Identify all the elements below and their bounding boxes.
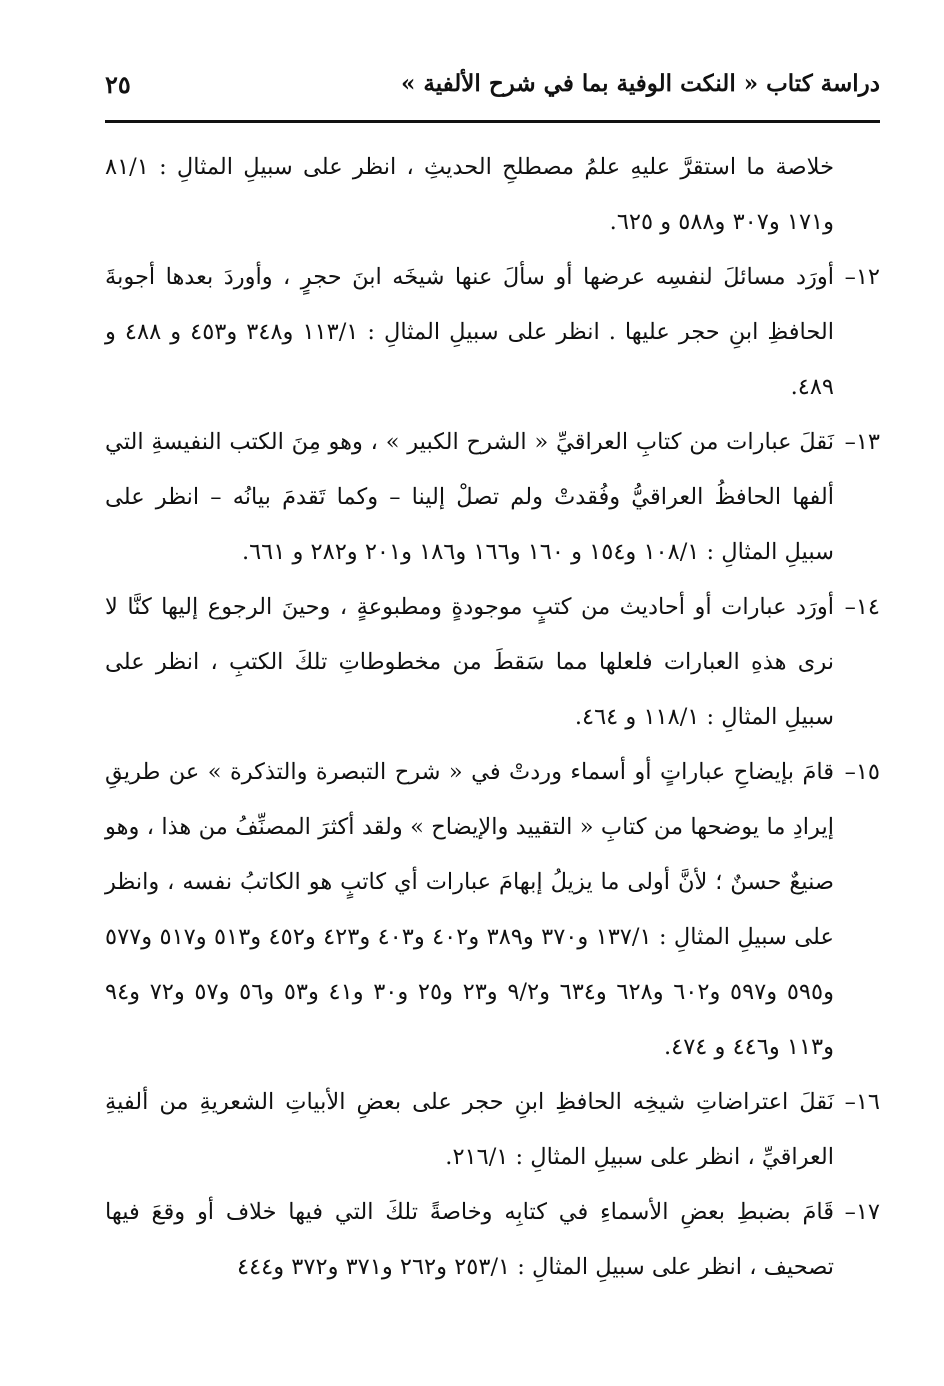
list-item <box>105 415 880 580</box>
item-number: ١٣– <box>844 429 880 455</box>
list-item <box>105 580 880 745</box>
list-item <box>105 1075 880 1185</box>
item-number: ١٧– <box>844 1199 880 1225</box>
item-number: ١٦– <box>844 1089 880 1115</box>
item-number: ١٤– <box>844 594 880 620</box>
running-title: دراسة كتاب « النكت الوفية بما في شرح الألفية » <box>401 70 880 97</box>
item-text: قامَ بإيضاحِ عباراتٍ أو أسماء وردتْ في « شرح التبصرة والتذكرة » عن طريقِ إيرادِ ما يوضحها من كتابِ « التقييد والإيضاح » ولقد أكثرَ المصنِّفُ من هذا ، وهو صنيعٌ حسنٌ ؛ لأنَّ أولى ما يزيلُ إبهامَ عبارات أي كاتبٍ هو الكاتبُ نفسه ، وانظر على سبيلِ المثالِ : ١٣٧/١ و٣٧٠ و٣٨٩ و٤٠٢ و٤٠٣ و٤٢٣ و٤٥٢ و٥١٣ و٥١٧ و٥٧٧ و٥٩٥ و٥٩٧ و٦٠٢ و٦٢٨ و٦٣٤ و٩/٢ و٢٣ و٢٥ و٣٠ و٤١ و٥٣ و٥٦ و٥٧ و٧٢ و٩٤ و١١٣ و٤٤٦ و ٤٧٤. <box>105 759 834 1060</box>
running-header <box>105 62 880 108</box>
item-text: قَامَ بضبطِ بعضِ الأسماءِ في كتابِه وخاصةً تلكَ التي فيها خلاف أو وقعَ فيها تصحيف ، انظر على سبيلِ المثالِ : ٢٥٣/١ و٢٦٢ و٣٧١ و٣٧٢ و٤٤٤ <box>105 1199 834 1280</box>
continuation-paragraph: خلاصة ما استقرَّ عليهِ علمُ مصطلحِ الحديثِ ، انظر على سبيلِ المثالِ : ٨١/١ و١٧١ و٣٠٧ و٥٨٨ و ٦٢٥. <box>105 154 834 235</box>
item-text: نَقلَ عبارات من كتابِ العراقيِّ « الشرح الكبير » ، وهو مِنَ الكتب النفيسةِ التي ألفها الحافظُ العراقيُّ وفُقدتْ ولم تصلْ إلينا – وكما تَقدمَ بيانُه – انظر على سبيلِ المثالِ : ١٠٨/١ و١٥٤ و ١٦٠ و١٦٦ و١٨٦ و٢٠١ و٢٨٢ و ٦٦١. <box>105 429 834 565</box>
list-item <box>105 1185 880 1295</box>
page-body <box>105 140 880 1295</box>
list-item <box>105 745 880 1075</box>
list-item <box>105 250 880 415</box>
item-number: ١٢– <box>844 264 880 290</box>
page-number: ٢٥ <box>105 70 131 99</box>
item-text: أورَد عبارات أو أحاديث من كتبٍ موجودةٍ ومطبوعةٍ ، وحينَ الرجوع إليها كنَّا لا نرى هذهِ العبارات فلعلها مما سَقطَ من مخطوطاتِ تلكَ الكتبِ ، انظر على سبيلِ المثالِ : ١١٨/١ و ٤٦٤. <box>105 594 834 730</box>
item-text: أورَد مسائلَ لنفسِه عرضها أو سألَ عنها شيخَه ابنَ حجرٍ ، وأوردَ بعدها أجوبةَ الحافظِ ابنِ حجر عليها . انظر على سبيلِ المثالِ : ١١٣/١ و٣٤٨ و٤٥٣ و ٤٨٨ و ٤٨٩. <box>105 264 834 400</box>
header-rule <box>105 120 880 123</box>
item-number: ١٥– <box>844 759 880 785</box>
item-text: نَقلَ اعتراضاتِ شيخِه الحافظِ ابنِ حجر على بعضِ الأبياتِ الشعريةِ من ألفيةِ العراقيِّ ، انظر على سبيلِ المثالِ : ٢١٦/١. <box>105 1089 834 1170</box>
